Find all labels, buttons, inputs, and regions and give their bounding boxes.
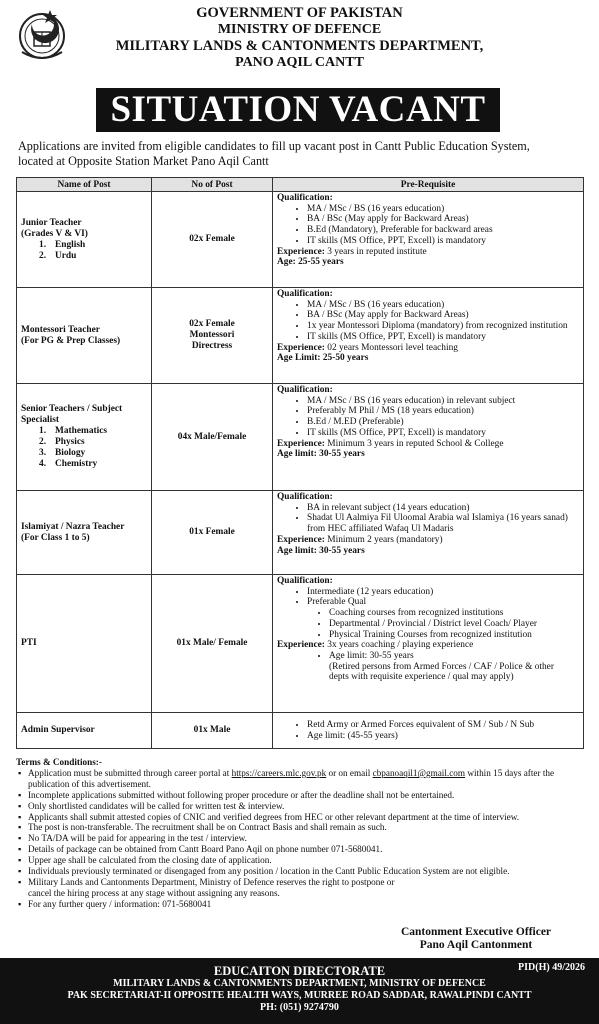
signature-title: Cantonment Executive Officer (400, 926, 552, 938)
post-count-cell (152, 575, 273, 713)
list-item: • Retd Army or Armed Forces equivalent of SM / Sub / N Sub (307, 720, 579, 731)
qualification-list (277, 503, 579, 535)
list-item: • IT skills (MS Office, PPT, Excell) is mandatory (307, 428, 579, 439)
list-item: • B.Ed (Mandatory), Preferable for backward areas (307, 225, 579, 236)
list-item: • MA / MSc / BS (16 years education) (307, 300, 579, 311)
post-name: PTI (21, 638, 37, 648)
situation-vacant-banner: SITUATION VACANT (96, 88, 500, 132)
post-count-cell (152, 288, 273, 384)
post-name-cell (17, 192, 152, 288)
intro-text (18, 139, 588, 169)
post-name: Islamiyat / Nazra Teacher (21, 521, 125, 532)
list-item: ▪ Military Lands and Cantonments Department, Ministry of Defence reserves the right to postpone or cancel the hiring process at any stage without assigning any reasons. (28, 877, 419, 899)
list-item: • Physical Training Courses from recognized institution (329, 630, 579, 641)
post-name: Senior Teachers / Subject (21, 404, 123, 414)
list-item: • Preferable Qual • Coaching courses from recognized institutions • Departmental / Provincial / District level Coach/ Player • Physical Training Courses from recognized institution (307, 597, 579, 640)
qualification-list (277, 300, 579, 343)
qualification-label: Qualification: (277, 289, 333, 299)
list-item: ▪ Details of package can be obtained from Cantt Board Pano Aqil on phone number 071-5680041. (28, 844, 586, 855)
qualification-list (277, 720, 579, 741)
list-item: • IT skills (MS Office, PPT, Excell) is mandatory (307, 236, 579, 247)
subject-item: 2. Urdu (39, 250, 77, 261)
list-item: • BA in relevant subject (14 years education) (307, 503, 579, 514)
qualification-list (277, 396, 579, 439)
terms-title: Terms & Conditions:- (16, 757, 102, 767)
prereq-cell (273, 575, 584, 713)
post-name-sub: Specialist (21, 415, 60, 425)
table-header-row (17, 178, 584, 192)
list-item: • Intermediate (12 years education) (307, 587, 579, 598)
experience: Experience: Minimum 2 years (mandatory) (277, 534, 443, 545)
table-row (17, 491, 584, 575)
list-item: ▪ Only shortlisted candidates will be called for written test & interview. (28, 801, 586, 812)
note-line: depts with requisite experience / qual may apply) (329, 672, 514, 683)
sub-list (307, 608, 579, 640)
post-count: 02x Female (189, 319, 235, 329)
post-name-cell (17, 384, 152, 491)
prereq-cell (273, 384, 584, 491)
age-limit: Age limit: 30-55 years (277, 449, 365, 460)
list-item: ▪ Applicants shall submit attested copies of CNIC and verified degrees from HEC or other relevant department at the time of interview. (28, 812, 586, 823)
post-count-cell (152, 713, 273, 749)
experience: Experience: 02 years Montessori level teaching (277, 342, 458, 353)
post-name-sub: (Grades V & VI) (21, 228, 88, 239)
table-row (17, 384, 584, 491)
table-row (17, 575, 584, 713)
post-name-cell (17, 575, 152, 713)
list-item: • MA / MSc / BS (16 years education) (307, 204, 579, 215)
list-item: • BA / BSc (May apply for Backward Areas) (307, 310, 579, 321)
post-name: Montessori Teacher (21, 324, 100, 335)
list-item: • Age limit: (45-55 years) (307, 731, 579, 742)
list-item: ▪ The post is non-transferable. The recruitment shall be on Contract Basis and shall remain as such. (28, 822, 586, 833)
post-name-sub: (For PG & Prep Classes) (21, 335, 121, 346)
post-count: 01x Male/ Female (176, 638, 248, 648)
post-count-cell (152, 192, 273, 288)
post-name: Admin Supervisor (21, 725, 95, 735)
header (0, 0, 599, 90)
header-line-4: PANO AQIL CANTT (235, 55, 364, 70)
prereq-cell (273, 713, 584, 749)
experience: Experience: 3 years in reputed institute (277, 246, 427, 257)
qualification-label: Qualification: (277, 385, 333, 395)
list-item: • Departmental / Provincial / District level Coach/ Player (329, 619, 579, 630)
footer-address: PAK SECRETARIAT-II OPPOSITE HEALTH WAYS, MURREE ROAD SADDAR, RAWALPINDI CANTT (67, 990, 532, 1001)
list-item: ▪ Incomplete applications submitted without following proper procedure or after the deadline shall not be entertained. (28, 790, 586, 801)
list-item: • IT skills (MS Office, PPT, Excell) is mandatory (307, 332, 579, 343)
subject-item: 1. Mathematics (39, 426, 108, 436)
qualification-label: Qualification: (277, 576, 333, 586)
pid-number: PID(H) 49/2026 (518, 962, 585, 973)
table-row (17, 713, 584, 749)
signature-office: Pano Aqil Cantonment (419, 939, 533, 951)
col-header-name: Name of Post (17, 178, 152, 192)
header-line-1: GOVERNMENT OF PAKISTAN (196, 5, 403, 21)
terms-section (16, 757, 586, 910)
header-line-3: MILITARY LANDS & CANTONMENTS DEPARTMENT, (115, 38, 484, 54)
list-item: • Coaching courses from recognized institutions (329, 608, 579, 619)
list-item: ▪ Application must be submitted through career portal at https://careers.mlc.gov.pk or on email cbpanoaqil1@gmail.com within 15 days after the publication of this advertisement. (28, 768, 586, 790)
list-item: • MA / MSc / BS (16 years education) in relevant subject (307, 396, 579, 407)
signature-block (370, 926, 582, 952)
list-item: • Preferably M Phil / MS (18 years education) (307, 406, 579, 417)
post-count: 01x Female (189, 527, 235, 537)
header-line-2: MINISTRY OF DEFENCE (217, 22, 382, 37)
col-header-count: No of Post (152, 178, 273, 192)
list-item: • BA / BSc (May apply for Backward Areas) (307, 214, 579, 225)
table-row (17, 192, 584, 288)
post-count-cell (152, 384, 273, 491)
post-count-cell (152, 491, 273, 575)
list-item: • B.Ed / M.ED (Preferable) (307, 417, 579, 428)
prereq-cell (273, 192, 584, 288)
list-item: • Shadat Ul Aalmiya Fil Uloomal Arabia wal Islamiya (16 years sanad) from HEC affiliated Wafaq Ul Madaris (307, 513, 579, 534)
terms-list (16, 768, 586, 910)
qualification-list (277, 204, 579, 247)
qualification-label: Qualification: (277, 193, 333, 203)
post-name: Junior Teacher (21, 217, 82, 228)
subject-item: 4. Chemistry (39, 459, 98, 469)
qualification-label: Qualification: (277, 492, 333, 502)
age-limit: • Age limit: 30-55 years (329, 651, 579, 662)
post-name-cell (17, 713, 152, 749)
list-item: ▪ Individuals previously terminated or disengaged from any position / location in the Cantt Public Education System are not eligible. (28, 866, 586, 877)
subject-item: 1. English (39, 239, 86, 250)
age-limit: Age Limit: 25-50 years (277, 353, 369, 364)
age-limit: Age: 25-55 years (277, 257, 344, 268)
subject-item: 3. Biology (39, 448, 86, 458)
col-header-prereq: Pre-Requisite (273, 178, 584, 192)
list-item: ▪ No TA/DA will be paid for appearing in the test / interview. (28, 833, 586, 844)
age-list (277, 651, 579, 662)
footer-department: MILITARY LANDS & CANTONMENTS DEPARTMENT, MINISTRY OF DEFENCE (113, 978, 486, 989)
prereq-cell (273, 288, 584, 384)
posts-table (16, 177, 584, 749)
footer (0, 958, 599, 1024)
post-name-cell (17, 288, 152, 384)
intro-line-1: Applications are invited from eligible candidates to fill up vacant post in Cantt Public Education System, (18, 139, 530, 153)
table-row (17, 288, 584, 384)
list-item: ▪ For any further query / information: 071-5680041 (28, 899, 586, 910)
post-name-sub: (For Class 1 to 5) (21, 532, 90, 543)
email-link[interactable]: cbpanoaqil1@gmail.com (372, 767, 466, 778)
experience: Experience: Minimum 3 years in reputed School & College (277, 438, 504, 449)
careers-portal-link[interactable]: https://careers.mlc.gov.pk (231, 767, 327, 778)
post-name-cell (17, 491, 152, 575)
qualification-list (277, 587, 579, 641)
footer-phone: PH: (051) 9274790 (260, 1002, 339, 1013)
age-limit: Age limit: 30-55 years (277, 545, 365, 556)
post-count: 04x Male/Female (177, 431, 247, 442)
list-item: • 1x year Montessori Diploma (mandatory) from recognized institution (307, 321, 579, 332)
subject-item: 2. Physics (39, 437, 85, 447)
list-item: ▪ Upper age shall be calculated from the closing date of application. (28, 855, 586, 866)
post-count: 02x Female (189, 234, 235, 244)
intro-line-2: located at Opposite Station Market Pano Aqil Cantt (18, 154, 269, 168)
experience: Experience: 3x years coaching / playing experience (277, 640, 474, 651)
note-line: (Retired persons from Armed Forces / CAF / Police & other (329, 661, 554, 672)
prereq-cell (273, 491, 584, 575)
post-count: 01x Male (193, 725, 231, 735)
post-count-sub: Montessori (189, 330, 235, 340)
footer-directorate: EDUCAITON DIRECTORATE (213, 964, 386, 978)
post-count-sub: Directress (191, 341, 233, 351)
